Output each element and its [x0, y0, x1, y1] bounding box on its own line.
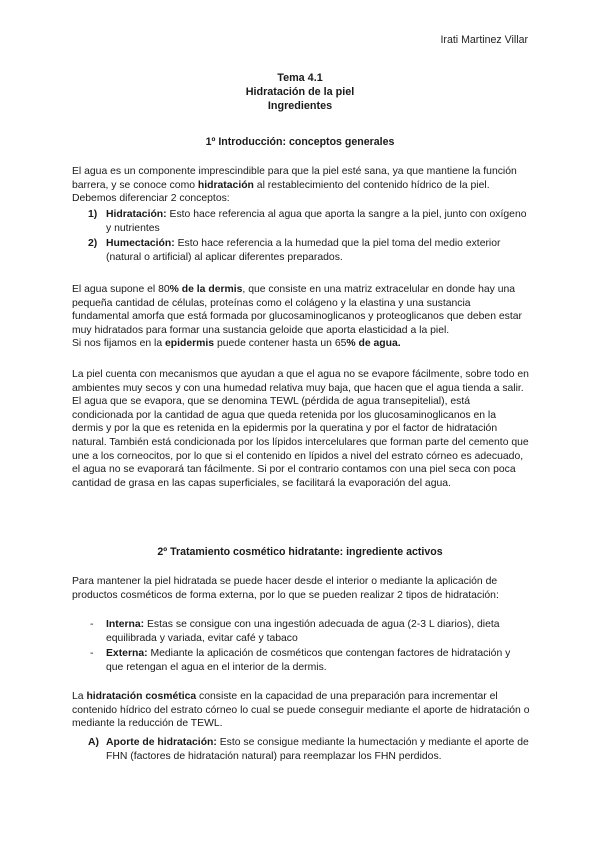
section2-heading: 2º Tratamiento cosmético hidratante: ingrediente activos: [157, 546, 443, 558]
section1-intro-paragraph: El agua es un componente imprescindible para que la piel esté sana, ya que mantiene la función barrera, y se conoce como hidratación al restablecimiento del contenido hídrico de la piel. Debemos diferenciar 2 conceptos:: [72, 166, 517, 205]
document-title: [0, 71, 600, 114]
list-marker: A): [88, 737, 99, 748]
keyword-hidratacion: hidratación: [197, 179, 254, 191]
title-main: Hidratación de la piel: [245, 86, 355, 99]
list-item: A) Aporte de hidratación: Esto se consigue mediante la humectación y mediante el aporte de FHN (factores de hidratación natural) para reemplazar los FHN perdidos.: [88, 737, 529, 762]
keyword-epidermis: epidermis: [164, 338, 215, 350]
keyword-hidratacion-cosmetica: hidratación cosmética: [86, 691, 197, 702]
list-marker: 2): [88, 238, 98, 250]
list-marker: 1): [88, 209, 98, 220]
mechanisms-paragraph: La piel cuenta con mecanismos que ayudan a que el agua no se evapore fácilmente, sobre todo en ambientes muy secos y con una humedad relativa muy baja, que hacen que el agua tienda a salir. El agua que se evapora, que se denomina TEWL (pérdida de agua transepitelial), está condicionada por la cantidad de agua que queda retenida por los glucosaminoglicanos en la dermis y por la que es retenida en la epidermis por la queratina y por el factor de hidratación natural. También está condicionada por los lípidos intercelulares que forman parte del cemento que une a los corneocitos, por lo que si el contenido en lípidos a nivel del estrato córneo es adecuado, el agua no se evaporará tan fácilmente. Si por el contrario contamos con una piel seca con poca cantidad de grasa en las capas superficiales, se facilitará la evaporación del agua.: [72, 369, 529, 489]
author-name: Irati Martinez Villar: [440, 34, 528, 46]
list-item: - Externa: Mediante la aplicación de cosméticos que contengan factores de hidratación y que retengan el agua en el interior de la dermis.: [90, 648, 511, 673]
cosmetic-hydration-paragraph: La hidratación cosmética consiste en la capacidad de una preparación para incrementar el contenido hídrico del estrato córneo lo cual se puede conseguir mediante el aporte de hidratación o mediante la reducción de TEWL.: [72, 691, 530, 730]
list-marker: -: [90, 648, 94, 660]
list-item: 1) Hidratación: Esto hace referencia al agua que aporta la sangre a la piel, junto con oxígeno y nutrientes: [88, 209, 527, 234]
tewl-paragraph: El agua que se evapora, que se denomina TEWL (pérdida de agua transepitelial), está condicionada por la cantidad de agua que queda retenida por los glucosaminoglicanos en la dermis y por la que es retenida en la epidermis por la queratina y por el factor de hidratación natural. También está condicionada por los lípidos intercelulares que forman parte del cemento que une a los corneocitos, por lo que si el contenido en lípidos a nivel del estrato córneo es adecuado, el agua no se evaporará tan fácilmente. Si por el contrario contamos con una piel seca con poca cantidad de grasa en las capas superficiales, se facilitará la evaporación del agua.: [72, 396, 529, 489]
list-item: - Interna: Estas se consigue con una ingestión adecuada de agua (2-3 L diarios), dieta equilibrada y variada, evitar café y tabaco: [90, 619, 500, 644]
dermis-paragraph: El agua supone el 80% de la dermis, que consiste en una matriz extracelular en donde hay una pequeña cantidad de células, proteínas como el colágeno y la elastina y una sustancia fundamental amorfa que está formada por glucosaminoglicanos y proteoglicanos que deben estar muy hidratados para formar una sustancia geloide que aporta elasticidad a la piel. Si nos fijamos en la epidermis puede contener hasta un 65% de agua.: [72, 284, 522, 350]
section2-intro-paragraph: Para mantener la piel hidratada se puede hacer desde el interior o mediante la aplicación de productos cosméticos de forma externa, por lo que se pueden realizar 2 tipos de hidratación:: [72, 576, 499, 601]
section1-heading: 1º Introducción: conceptos generales: [205, 136, 395, 148]
title-topic: Tema 4.1: [277, 72, 323, 84]
list-item: 2) Humectación: Esto hace referencia a la humedad que la piel toma del medio exterior (natural o artificial) al aplicar diferentes preparados.: [88, 238, 501, 263]
list-marker: -: [90, 619, 94, 630]
keyword-dermis: dermis: [208, 284, 243, 295]
concepts-list: [72, 208, 530, 264]
title-subtitle: Ingredientes: [267, 100, 333, 113]
hydration-methods-list: [72, 736, 530, 763]
hydration-types-list: [72, 618, 530, 674]
